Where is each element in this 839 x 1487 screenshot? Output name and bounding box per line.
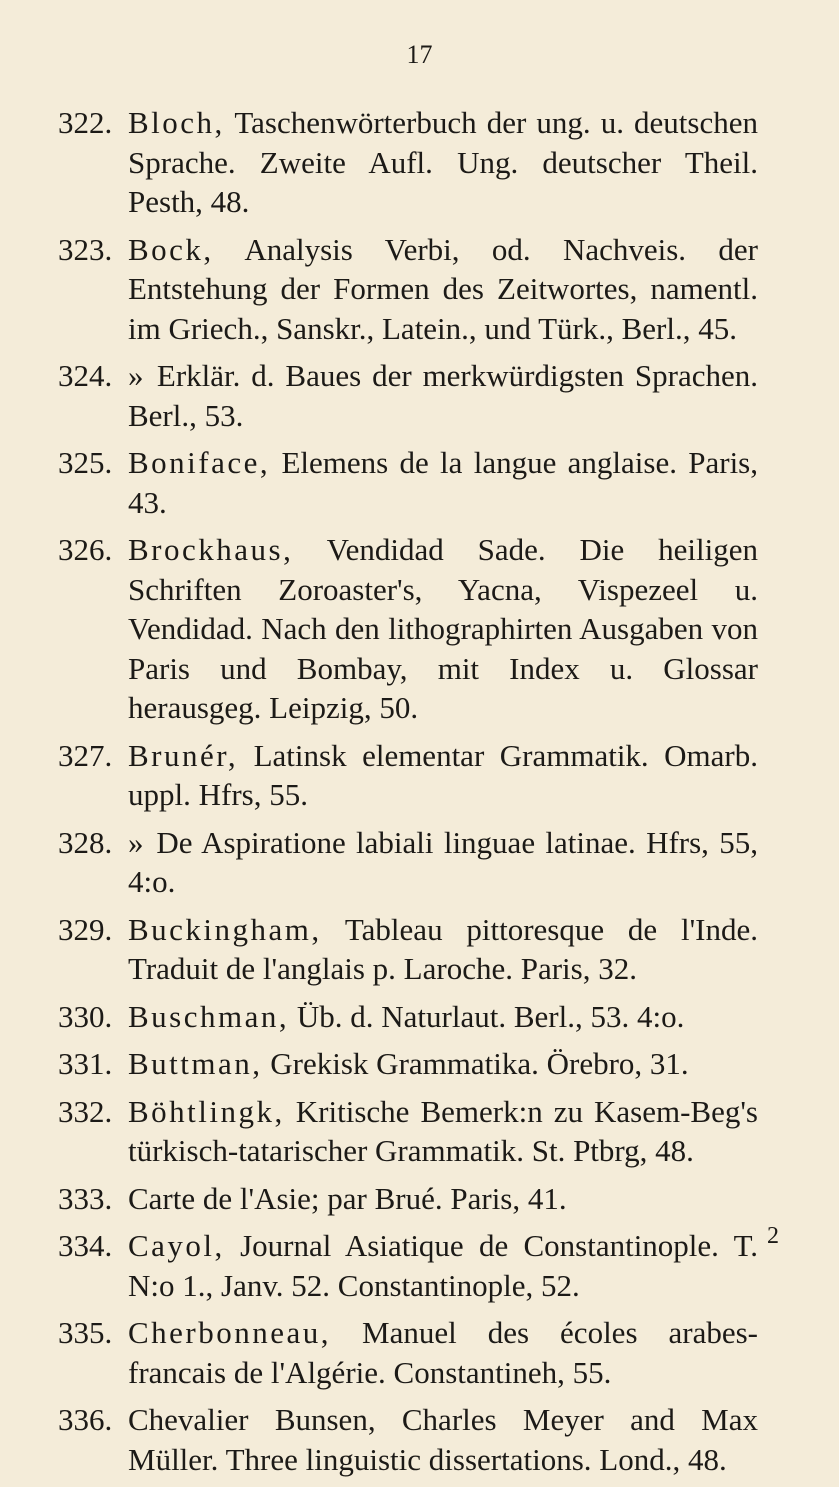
list-item — [58, 1092, 758, 1171]
list-item — [58, 997, 758, 1037]
entry-text: Chevalier Bunsen, Charles Meyer and Max Müller. Three linguistic dissertations. Lond., 48. — [128, 1402, 758, 1477]
signature-mark: 2 — [767, 1223, 779, 1249]
entry-number: 322. — [58, 105, 113, 140]
entry-text: Vendidad Sade. Die heiligen Schriften Zoroaster's, Yacna, Vispezeel u. Vendidad. Nach den lithographirten Ausgaben von Paris und Bombay, mit Index u. Glossar herausgeg. Leipzig, 50. — [128, 532, 758, 725]
entry-author: » — [128, 358, 146, 393]
entry-text: Manuel des écoles arabes-francais de l'Algérie. Constantineh, 55. — [128, 1315, 758, 1390]
entry-number: 327. — [58, 737, 113, 773]
entry-text: Analysis Verbi, od. Nachveis. der Entstehung der Formen des Zeitwortes, namentl. im Griech., Sanskr., Latein., und Türk., Berl., 45. — [128, 231, 758, 346]
list-item — [58, 910, 758, 989]
entry-number: 326. — [58, 532, 113, 567]
entry-author: Cherbonneau, — [128, 1315, 332, 1350]
entry-text: Erklär. d. Baues der merkwürdigsten Sprachen. Berl., 53. — [128, 358, 759, 433]
entry-author: » — [128, 824, 146, 860]
entry-author: Buckingham, — [128, 911, 322, 947]
entry-author: Brockhaus, — [128, 532, 294, 567]
entry-text: Latinsk elementar Grammatik. Omarb. uppl. Hfrs, 55. — [128, 737, 759, 812]
entry-number: 325. — [58, 445, 113, 480]
page-number: 17 — [406, 40, 433, 69]
entry-author: Bock, — [128, 231, 214, 267]
entry-author: Cayol, — [128, 1228, 225, 1263]
entry-number: 324. — [58, 358, 113, 393]
entry-text: Taschenwörterbuch der ung. u. deutschen Sprache. Zweite Aufl. Ung. deutscher Theil. Pesth, 48. — [128, 105, 758, 219]
entry-number: 332. — [58, 1093, 113, 1129]
entry-number: 331. — [58, 1046, 113, 1081]
entry-number: 333. — [58, 1180, 113, 1216]
list-item — [58, 530, 758, 728]
list-item — [58, 1226, 758, 1305]
list-item — [58, 356, 758, 435]
list-item — [58, 1044, 758, 1084]
list-item — [58, 823, 758, 902]
entry-number: 336. — [58, 1402, 113, 1437]
entry-author: Brunér, — [128, 737, 239, 773]
entry-text: Carte de l'Asie; par Brué. Paris, 41. — [128, 1180, 567, 1216]
entry-text: Tableau pittoresque de l'Inde. Traduit de l'anglais p. Laroche. Paris, 32. — [128, 911, 758, 986]
entry-number: 328. — [58, 824, 113, 860]
entry-text: Elemens de la langue anglaise. Paris, 43. — [128, 445, 758, 520]
entry-author: Buttman, — [128, 1046, 263, 1081]
entry-number: 323. — [58, 231, 113, 267]
entry-author: Bloch, — [128, 105, 225, 140]
list-item — [58, 443, 758, 522]
list-item — [58, 1400, 758, 1479]
entry-text: Kritische Bemerk:n zu Kasem-Beg's türkisch-tatarischer Grammatik. St. Ptbrg, 48. — [128, 1093, 758, 1168]
list-item — [58, 230, 758, 349]
list-item — [58, 736, 758, 815]
entry-text: De Aspiratione labiali linguae latinae. Hfrs, 55, 4:o. — [128, 824, 759, 899]
entry-number: 335. — [58, 1315, 113, 1350]
list-item — [58, 103, 758, 222]
list-item — [58, 1313, 758, 1392]
entry-text: Journal Asiatique de Constantinople. T. N:o 1., Janv. 52. Constantinople, 52. — [128, 1228, 759, 1303]
entry-author: Boniface, — [128, 445, 271, 480]
entry-author: Buschman, — [128, 998, 290, 1034]
list-item — [58, 1179, 758, 1219]
entry-text: Üb. d. Naturlaut. Berl., 53. 4:o. — [296, 998, 685, 1034]
entry-author: Böhtlingk, — [128, 1093, 285, 1129]
entry-number: 330. — [58, 998, 113, 1034]
entry-text: Grekisk Grammatika. Örebro, 31. — [270, 1046, 689, 1081]
entry-number: 329. — [58, 911, 113, 947]
entry-number: 334. — [58, 1228, 113, 1263]
bibliography-list — [58, 103, 758, 1487]
